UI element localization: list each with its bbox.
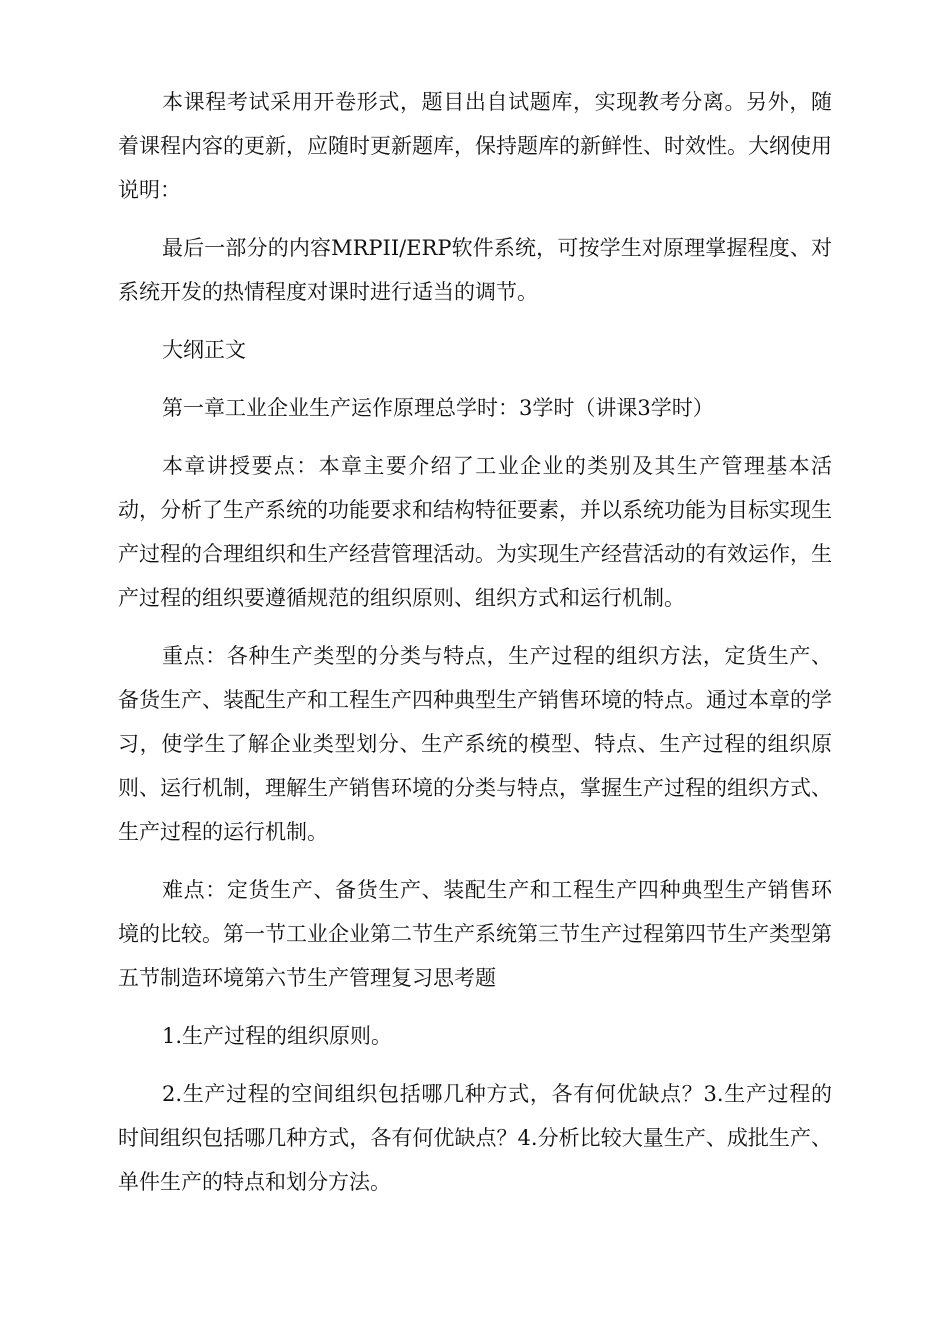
document-page — [118, 80, 832, 1218]
paragraph-mrpii-erp: 最后一部分的内容MRPII/ERP软件系统，可按学生对原理掌握程度、对系统开发的热情程度对课时进行适当的调节。 — [118, 236, 832, 304]
paragraph-question-two-to-four: 2.生产过程的空间组织包括哪几种方式，各有何优缺点？3.生产过程的时间组织包括哪几种方式，各有何优缺点？4.分析比较大量生产、成批生产、单件生产的特点和划分方法。 — [118, 1082, 832, 1194]
paragraph-question-one: 1.生产过程的组织原则。 — [162, 1024, 393, 1048]
paragraph-difficulty: 难点：定货生产、备货生产、装配生产和工程生产四种典型生产销售环境的比较。第一节工业企业第二节生产系统第三节生产过程第四节生产类型第五节制造环境第六节生产管理复习思考题 — [118, 878, 832, 990]
paragraph-focus: 重点：各种生产类型的分类与特点，生产过程的组织方法，定货生产、备货生产、装配生产和工程生产四种典型生产销售环境的特点。通过本章的学习，使学生了解企业类型划分、生产系统的模型、特点、生产过程的组织原则、运行机制，理解生产销售环境的分类与特点，掌握生产过程的组织方式、生产过程的运行机制。 — [118, 644, 832, 844]
paragraph-exam-format: 本课程考试采用开卷形式，题目出自试题库，实现教考分离。另外，随着课程内容的更新，应随时更新题库，保持题库的新鲜性、时效性。大纲使用说明： — [118, 90, 832, 202]
paragraph-outline-body: 大纲正文 — [162, 338, 246, 362]
paragraph-chapter-one-title: 第一章工业企业生产运作原理总学时：3学时（讲课3学时） — [162, 396, 714, 420]
paragraph-chapter-key-points: 本章讲授要点：本章主要介绍了工业企业的类别及其生产管理基本活动，分析了生产系统的功能要求和结构特征要素，并以系统功能为目标实现生产过程的合理组织和生产经营管理活动。为实现生产经营活动的有效运作，生产过程的组织要遵循规范的组织原则、组织方式和运行机制。 — [118, 454, 832, 610]
